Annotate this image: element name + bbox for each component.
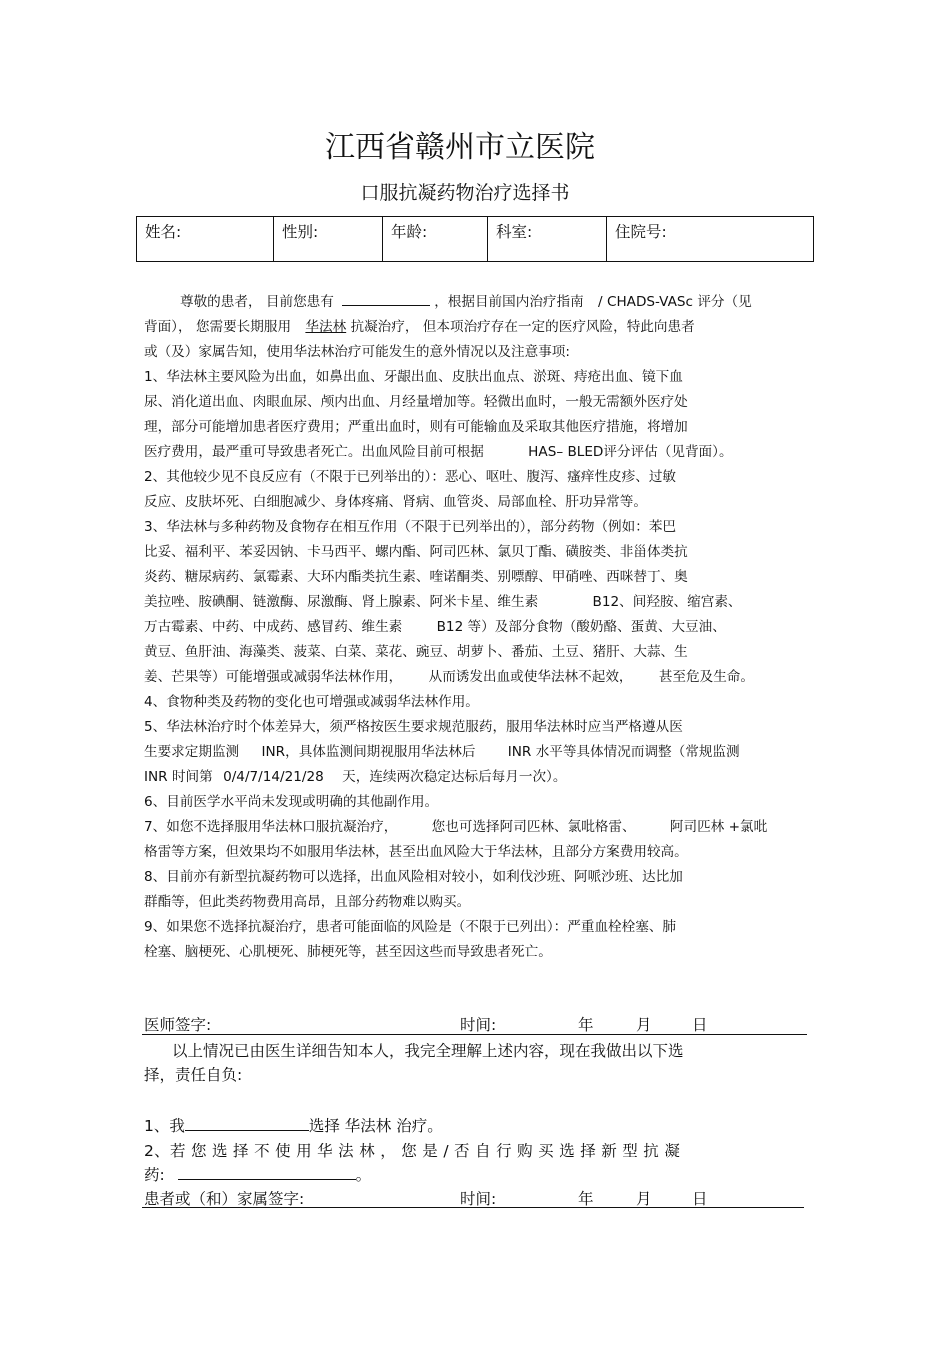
item5-line-3 bbox=[144, 765, 566, 785]
item7-text-a: 7、如您不选择服用华法林口服抗凝治疗， bbox=[144, 819, 398, 835]
doctor-signature-field[interactable] bbox=[222, 1013, 452, 1033]
item5-text-b: INR，具体监测间期视服用华法林后 bbox=[261, 744, 476, 760]
item5-line-1: 5、华法林治疗时个体差异大，须严格按医生要求规范服药，服用华法林时应当严格遵从医 bbox=[144, 719, 683, 735]
choice2-text-b: 。 bbox=[355, 1166, 372, 1184]
item3-line-1: 3、华法林与多种药物及食物存在相互作用（不限于已列举出的），部分药物（例如：苯巴 bbox=[144, 519, 677, 535]
consent-line-1: 以上情况已由医生详细告知本人，我完全理解上述内容，现在我做出以下选 bbox=[172, 1042, 684, 1060]
patient-signature-field[interactable] bbox=[330, 1187, 452, 1207]
hospital-name: 江西省赣州市立医院 bbox=[325, 130, 595, 165]
gender-label: 性别: bbox=[282, 223, 319, 241]
item6-line: 6、目前医学水平尚未发现或明确的其他副作用。 bbox=[144, 794, 439, 810]
doctor-signature-rule bbox=[142, 1034, 807, 1035]
diagnosis-blank[interactable] bbox=[342, 291, 430, 306]
name-field[interactable] bbox=[137, 217, 274, 262]
item3-text-a: 姜、芒果等）可能增强或减弱华法林作用， bbox=[144, 669, 403, 685]
gender-field[interactable] bbox=[274, 217, 383, 262]
item3-line-6: 黄豆、鱼肝油、海藻类、菠菜、白菜、菜花、豌豆、胡萝卜、番茄、土豆、猪肝、大蒜、生 bbox=[144, 644, 688, 660]
patient-day-label: 日 bbox=[692, 1190, 708, 1208]
item5-text-a: INR 时间第 bbox=[144, 769, 213, 785]
intro-text-c: / CHADS-VASc 评分（见 bbox=[598, 294, 752, 310]
intro-text-b: ，根据目前国内治疗指南 bbox=[434, 294, 584, 310]
item3-line-7 bbox=[144, 665, 754, 685]
choice2-line-2 bbox=[144, 1163, 371, 1185]
choice2-text-a: 药: bbox=[144, 1166, 165, 1184]
item7-line-1 bbox=[144, 815, 767, 835]
choice2-line-1: 2、若 您 选 择 不 使 用 华 法 林 ， 您 是 / 否 自 行 购 买 选 择 新 型 抗 凝 bbox=[144, 1142, 681, 1160]
item3-text-a: 美拉唑、胺碘酮、链激酶、尿激酶、肾上腺素、阿米卡星、维生素 bbox=[144, 594, 539, 610]
item3-text-c: 甚至危及生命。 bbox=[658, 669, 754, 685]
admission-no-field[interactable] bbox=[607, 217, 814, 262]
doctor-signature-label: 医师签字: bbox=[144, 1016, 212, 1034]
intro-text-a: 尊敬的患者， 目前您患有 bbox=[180, 294, 334, 310]
item7-text-c: 阿司匹林 +氯吡 bbox=[669, 819, 768, 835]
item3-text-b: B12、间羟胺、缩宫素、 bbox=[592, 594, 742, 610]
intro-line-3: 或（及）家属告知，使用华法林治疗可能发生的意外情况以及注意事项: bbox=[144, 344, 570, 360]
item1-line-3: 理，部分可能增加患者医疗费用；严重出血时，则有可能输血及采取其他医疗措施，将增加 bbox=[144, 419, 688, 435]
department-field[interactable] bbox=[488, 217, 607, 262]
admission-no-label: 住院号: bbox=[615, 223, 667, 241]
item8-line-2: 群酯等，但此类药物费用高昂，且部分药物难以购买。 bbox=[144, 894, 471, 910]
doctor-year-label: 年 bbox=[578, 1016, 594, 1034]
item3-line-2: 比妥、福利平、苯妥因钠、卡马西平、螺内酯、阿司匹林、氯贝丁酯、磺胺类、非甾体类抗 bbox=[144, 544, 688, 560]
item3-text-b: B12 等）及部分食物（酸奶酪、蛋黄、大豆油、 bbox=[436, 619, 726, 635]
age-field[interactable] bbox=[383, 217, 488, 262]
item7-text-b: 您也可选择阿司匹林、氯吡格雷、 bbox=[431, 819, 636, 835]
item3-line-4 bbox=[144, 590, 742, 610]
item1-line-1: 1、华法林主要风险为出血，如鼻出血、牙龈出血、皮肤出血点、淤斑、痔疮出血、镜下血 bbox=[144, 369, 683, 385]
patient-signature-rule bbox=[142, 1207, 804, 1208]
patient-signature-label: 患者或（和）家属签字: bbox=[144, 1190, 305, 1208]
department-label: 科室: bbox=[496, 223, 533, 241]
form-title: 口服抗凝药物治疗选择书 bbox=[360, 182, 570, 204]
choice1-blank[interactable] bbox=[185, 1114, 309, 1131]
choice1-text-a: 1、我 bbox=[144, 1117, 185, 1135]
consent-line-2: 择，责任自负: bbox=[144, 1066, 243, 1084]
intro-text-a: 背面）， 您需要长期服用 bbox=[144, 319, 292, 335]
choice1-text-b: 选择 华法林 治疗。 bbox=[308, 1117, 443, 1135]
patient-info-table bbox=[136, 216, 814, 262]
item3-line-3: 炎药、糖尿病药、氯霉素、大环内酯类抗生素、喹诺酮类、别嘌醇、甲硝唑、西咪替丁、奥 bbox=[144, 569, 688, 585]
doctor-day-label: 日 bbox=[692, 1016, 708, 1034]
patient-time-label: 时间: bbox=[460, 1190, 497, 1208]
doctor-month-label: 月 bbox=[636, 1016, 652, 1034]
item1-text-a: 医疗费用，最严重可导致患者死亡。出血风险目前可根据 bbox=[144, 444, 484, 460]
doctor-time-label: 时间: bbox=[460, 1016, 497, 1034]
item5-text-a: 生要求定期监测 bbox=[144, 744, 240, 760]
item7-line-2: 格雷等方案，但效果均不如服用华法林，甚至出血风险大于华法林，且部分方案费用较高。 bbox=[144, 844, 688, 860]
item5-text-c: INR 水平等具体情况而调整（常规监测 bbox=[507, 744, 740, 760]
choice1-line bbox=[144, 1114, 443, 1136]
intro-line-2 bbox=[144, 315, 695, 335]
item9-line-1: 9、如果您不选择抗凝治疗，患者可能面临的风险是（不限于已列出）：严重血栓栓塞、肺 bbox=[144, 919, 677, 935]
item5-text-c: 天，连续两次稳定达标后每月一次）。 bbox=[342, 769, 567, 785]
item1-line-4 bbox=[144, 440, 733, 460]
patient-year-label: 年 bbox=[578, 1190, 594, 1208]
item2-line-1: 2、其他较少见不良反应有（不限于已列举出的）：恶心、呕吐、腹泻、瘙痒性皮疹、过敏 bbox=[144, 469, 677, 485]
patient-month-label: 月 bbox=[636, 1190, 652, 1208]
item1-text-b: HAS– BLED评分评估（见背面）。 bbox=[528, 444, 733, 460]
item3-text-b: 从而诱发出血或使华法林不起效， bbox=[428, 669, 633, 685]
item3-line-5 bbox=[144, 615, 726, 635]
item5-line-2 bbox=[144, 740, 740, 760]
intro-line-1 bbox=[180, 290, 752, 310]
item3-text-a: 万古霉素、中药、中成药、感冒药、维生素 bbox=[144, 619, 403, 635]
item5-text-b: 0/4/7/14/21/28 bbox=[223, 769, 324, 785]
intro-text-c: 抗凝治疗， 但本项治疗存在一定的医疗风险，特此向患者 bbox=[350, 319, 695, 335]
age-label: 年龄: bbox=[391, 223, 428, 241]
drug-name: 华法林 bbox=[305, 319, 347, 335]
item2-line-2: 反应、皮肤坏死、白细胞减少、身体疼痛、肾病、血管炎、局部血栓、肝功异常等。 bbox=[144, 494, 647, 510]
item9-line-2: 栓塞、脑梗死、心肌梗死、肺梗死等，甚至因这些而导致患者死亡。 bbox=[144, 944, 552, 960]
item4-line: 4、食物种类及药物的变化也可增强或减弱华法林作用。 bbox=[144, 694, 479, 710]
new-anticoagulant-blank[interactable] bbox=[178, 1163, 356, 1180]
item8-line-1: 8、目前亦有新型抗凝药物可以选择，出血风险相对较小，如利伐沙班、阿哌沙班、达比加 bbox=[144, 869, 683, 885]
name-label: 姓名: bbox=[145, 223, 182, 241]
item1-line-2: 尿、消化道出血、肉眼血尿、颅内出血、月经量增加等。轻微出血时，一般无需额外医疗处 bbox=[144, 394, 688, 410]
